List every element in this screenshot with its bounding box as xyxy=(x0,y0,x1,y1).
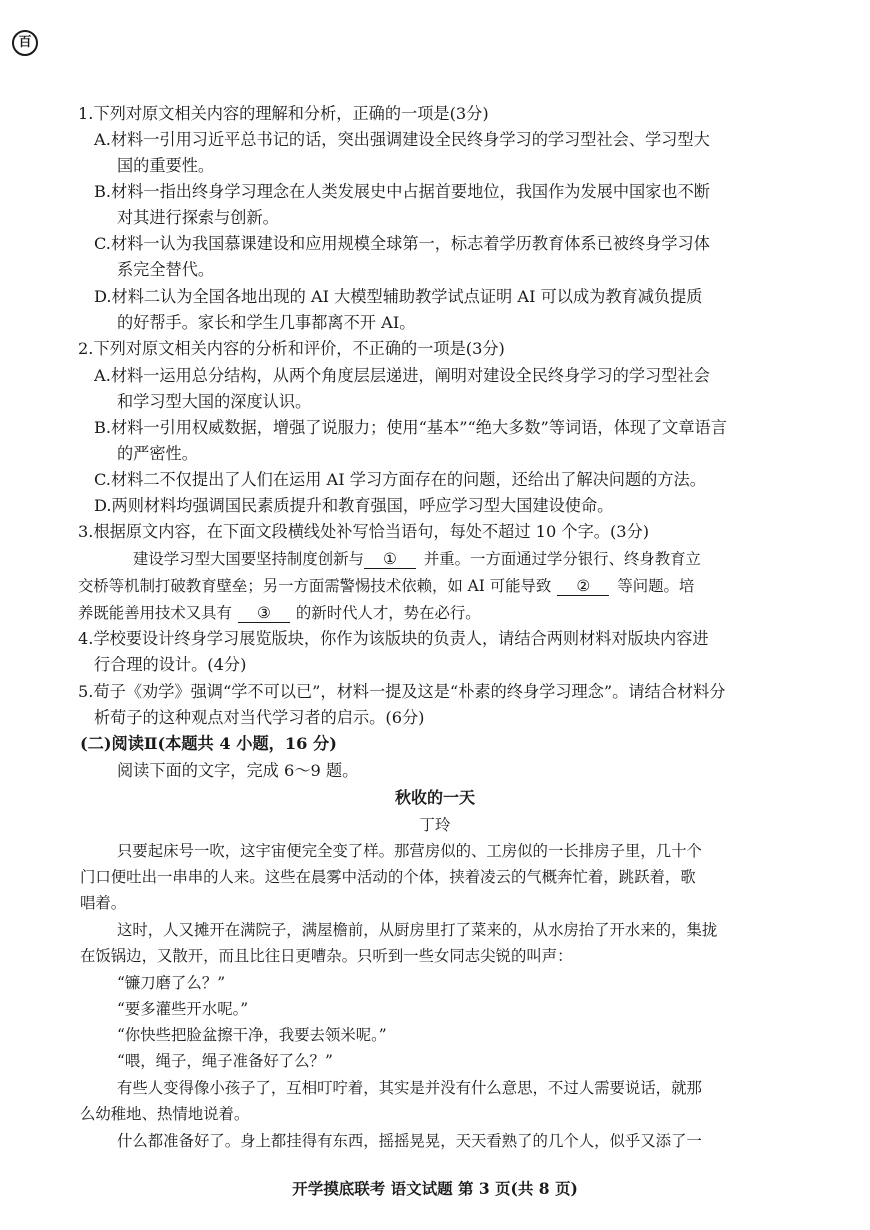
question-2-option-b: B.材料一引用权威数据，增强了说服力；使用“基本”“绝大多数”等词语，体现了文章语言 xyxy=(94,418,727,437)
question-3-text-3b: 的新时代人才，势在必行。 xyxy=(295,604,481,622)
question-5-stem-cont: 析荀子的这种观点对当代学习者的启示。(6分) xyxy=(94,708,425,727)
question-1-option-c: C.材料一认为我国慕课建设和应用规模全球第一，标志着学历教育体系已被终身学习体 xyxy=(94,234,710,253)
question-3-text-1b: 并重。一方面通过学分银行、终身教育立 xyxy=(423,550,701,568)
passage-author: 丁玲 xyxy=(419,816,451,834)
question-3-text-2a: 交桥等机制打破教育壁垒；另一方面需警惕技术依赖，如 AI 可能导致 xyxy=(78,577,552,595)
question-5-stem: 5.荀子《劝学》强调“学不可以已”，材料一提及这是“朴素的终身学习理念”。请结合材料分 xyxy=(78,682,726,701)
question-3-text-3a: 养既能善用技术又具有 xyxy=(78,604,232,622)
passage-title: 秋收的一天 xyxy=(394,788,475,807)
passage-line: “喂，绳子，绳子准备好了么？” xyxy=(117,1052,333,1070)
question-2-option-a: A.材料一运用总分结构，从两个角度层层递进，阐明对建设全民终身学习的学习型社会 xyxy=(94,366,710,385)
question-1-option-c-cont: 系完全替代。 xyxy=(117,260,215,279)
question-4-stem-cont: 行合理的设计。(4分) xyxy=(94,655,247,674)
passage-line: “你快些把脸盆擦干净，我要去领米呢。” xyxy=(117,1026,387,1044)
question-1-option-b-cont: 对其进行探索与创新。 xyxy=(117,208,279,227)
question-2-option-a-cont: 和学习型大国的深度认识。 xyxy=(117,392,312,411)
question-1-option-b: B.材料一指出终身学习理念在人类发展史中占据首要地位，我国作为发展中国家也不断 xyxy=(94,182,710,201)
question-3-stem: 3.根据原文内容，在下面文段横线处补写恰当语句，每处不超过 10 个字。(3分) xyxy=(78,522,650,541)
question-4-stem: 4.学校要设计终身学习展览版块，你作为该版块的负责人，请结合两则材料对版块内容进 xyxy=(78,629,709,648)
question-1-option-a-cont: 国的重要性。 xyxy=(117,156,215,175)
passage-line: “要多灌些开水呢。” xyxy=(117,1000,249,1018)
passage-line: 有些人变得像小孩子了，互相叮咛着，其实是并没有什么意思，不过人需要说话，就那 xyxy=(117,1079,702,1097)
question-1-stem: 1.下列对原文相关内容的理解和分析，正确的一项是(3分) xyxy=(78,104,489,123)
question-2-stem: 2.下列对原文相关内容的分析和评价，不正确的一项是(3分) xyxy=(78,339,505,358)
fill-blank-2[interactable]: ② xyxy=(557,577,609,596)
passage-line: 只要起床号一吹，这宇宙便完全变了样。那营房似的、工房似的一长排房子里，几十个 xyxy=(117,842,702,860)
question-3-text-1a: 建设学习型大国要坚持制度创新与 xyxy=(133,550,364,568)
question-2-option-c: C.材料二不仅提出了人们在运用 AI 学习方面存在的问题，还给出了解决问题的方法。 xyxy=(94,470,706,489)
fill-blank-3[interactable]: ③ xyxy=(238,604,290,623)
passage-line: 么幼稚地、热情地说着。 xyxy=(80,1105,250,1123)
question-3-paragraph-line-1 xyxy=(133,548,701,570)
passage-line: 门口便吐出一串串的人来。这些在晨雾中活动的个体，挟着凌云的气概奔忙着，跳跃着，歌 xyxy=(80,868,696,886)
corner-stamp-mark: 百 xyxy=(12,30,38,56)
section-instruction: 阅读下面的文字，完成 6～9 题。 xyxy=(117,761,359,780)
fill-blank-1[interactable]: ① xyxy=(364,550,416,569)
question-3-paragraph-line-3 xyxy=(78,602,481,624)
passage-line: 唱着。 xyxy=(80,894,127,912)
question-2-option-b-cont: 的严密性。 xyxy=(117,444,198,463)
question-1-option-d: D.材料二认为全国各地出现的 AI 大模型辅助教学试点证明 AI 可以成为教育减负提质 xyxy=(94,287,703,306)
page-footer: 开学摸底联考 语文试题 第 3 页(共 8 页) xyxy=(292,1179,578,1198)
question-2-option-d: D.两则材料均强调国民素质提升和教育强国，呼应学习型大国建设使命。 xyxy=(94,496,614,515)
question-1-option-d-cont: 的好帮手。家长和学生几事都离不开 AI。 xyxy=(117,313,416,332)
question-1-option-a: A.材料一引用习近平总书记的话，突出强调建设全民终身学习的学习型社会、学习型大 xyxy=(94,130,710,149)
question-3-paragraph-line-2 xyxy=(78,575,694,597)
passage-line: 这时，人又摊开在满院子，满屋檐前，从厨房里打了菜来的，从水房抬了开水来的，集拢 xyxy=(117,921,718,939)
question-3-text-2b: 等问题。培 xyxy=(617,577,695,595)
passage-line: “镰刀磨了么？” xyxy=(117,974,226,992)
passage-line: 什么都准备好了。身上都挂得有东西，摇摇晃晃，天天看熟了的几个人，似乎又添了一 xyxy=(117,1132,702,1150)
section-heading: (二)阅读Ⅱ(本题共 4 小题，16 分) xyxy=(80,734,337,753)
passage-line: 在饭锅边，又散开，而且比往日更嘈杂。只听到一些女同志尖锐的叫声： xyxy=(80,947,573,965)
